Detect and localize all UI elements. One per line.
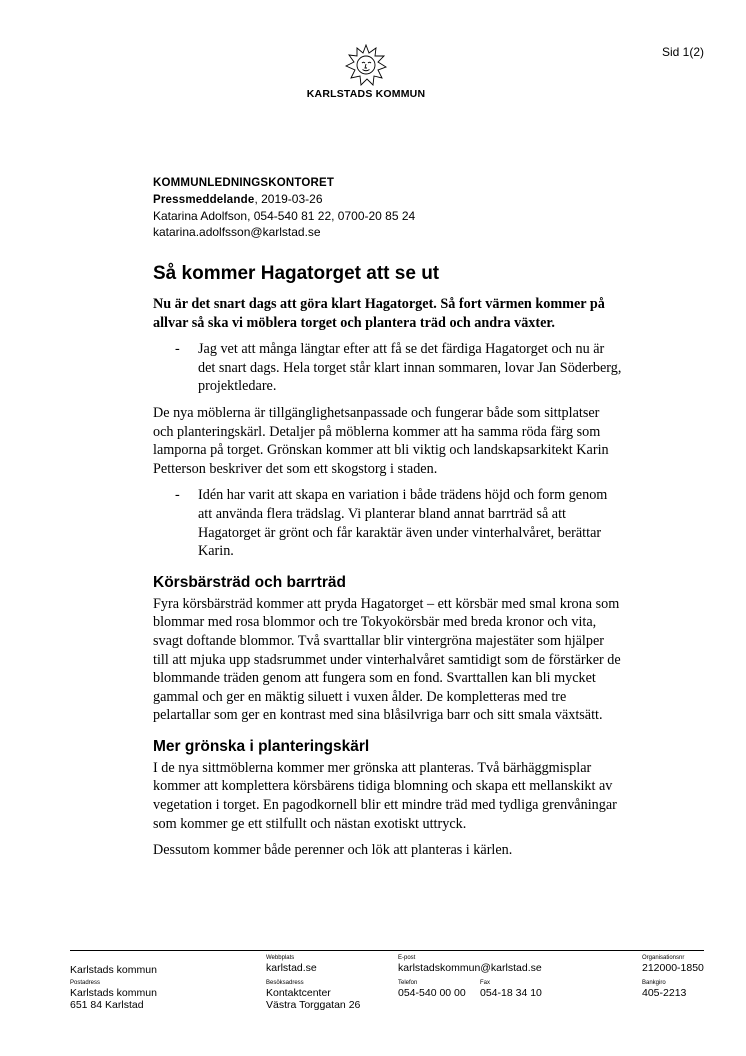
document-body	[153, 175, 623, 868]
lead-paragraph: Nu är det snart dags att göra klart Hagatorget. Så fort värmen kommer på allvar så ska vi möblera torget och plantera träd och andra växter.	[153, 296, 605, 331]
footer-phone[interactable]: 054-540 00 00	[398, 987, 466, 999]
footer-name: Karlstads kommun	[70, 964, 157, 976]
section-text-planters-2: Dessutom kommer både perenner och lök att planteras i kärlen.	[153, 842, 513, 859]
quote-1	[153, 340, 623, 396]
footer-email-link[interactable]: karlstadskommun@karlstad.se	[398, 962, 542, 974]
logo-text: KARLSTADS KOMMUN	[306, 88, 426, 100]
contact-email: katarina.adolfsson@karlstad.se	[153, 225, 321, 239]
footer-phone-col	[398, 980, 466, 999]
doc-date: , 2019-03-26	[254, 192, 323, 206]
footer-phone-label: Telefon	[398, 980, 418, 986]
footer-bank-col	[642, 980, 686, 999]
footer-post-2: 651 84 Karlstad	[70, 999, 144, 1011]
quote-1-text: Jag vet att många längtar efter att få se det färdiga Hagatorget och nu är det snart dags. Hela torget står klart innan sommaren, lovar Jan Söderberg, projektledare.	[198, 341, 622, 395]
footer-org: 212000-1850	[642, 962, 704, 974]
section-text-planters: I de nya sittmöblerna kommer mer grönska att planteras. Två bärhäggmisplar kommer att komplettera körsbärens tidiga blomning och skapa ett mellanskikt av vegetation i torget. En pagodkornell blir ett mindre träd med tydliga grenvåningar som kommer ge ett stilfullt och nästan exotiskt uttryck.	[153, 759, 617, 832]
footer-web-link[interactable]: karlstad.se	[266, 962, 317, 974]
footer	[70, 950, 704, 1011]
footer-visit-col	[266, 980, 360, 1011]
department: KOMMUNLEDNINGSKONTORET	[153, 177, 335, 189]
footer-web-label: Webbplats	[266, 955, 295, 961]
page-number: Sid 1(2)	[661, 45, 704, 59]
contact-line: Katarina Adolfson, 054-540 81 22, 0700-20 85 24	[153, 209, 416, 223]
footer-visit-1: Kontaktcenter	[266, 987, 331, 999]
quote-2	[153, 486, 623, 560]
footer-post-1: Karlstads kommun	[70, 987, 157, 999]
page-title: Så kommer Hagatorget att se ut	[153, 263, 440, 284]
footer-org-col	[642, 955, 704, 974]
footer-post-label: Postadress	[70, 980, 101, 986]
footer-web-col	[266, 955, 317, 974]
footer-name-col	[70, 964, 157, 976]
logo	[300, 44, 432, 100]
footer-post-col	[70, 980, 157, 1011]
dash-marker: -	[175, 487, 180, 504]
section-text-trees: Fyra körsbärsträd kommer att pryda Hagatorget – ett körsbär med smal krona som blommar med rosa blommor och tre Tokyokörsbär med breda kronor och vita, svagt doftande blommor. Två svarttallar blir vintergröna majestäter som hjälper till att mjuka upp stadsrummet under vinterhalvåret samtidigt som de förstärker de blommande träden genom att fungera som en fond. Svarttallen kan bli mycket gammal och ger en mäktig siluett i vuxen ålder. De kompletteras med tre pelartallar som ger en kontrast med sina blåsilvriga barr och sitt smala växtsätt.	[153, 595, 621, 724]
footer-fax-col	[480, 980, 542, 999]
footer-visit-label: Besöksadress	[266, 980, 304, 986]
footer-email-col	[398, 955, 542, 974]
footer-email-label: E-post	[398, 955, 416, 961]
section-heading-planters: Mer grönska i planteringskärl	[153, 737, 370, 755]
footer-org-label: Organisationsnr	[642, 955, 685, 961]
quote-2-text: Idén har varit att skapa en variation i både trädens höjd och form genom att använda flera trädslag. Vi planterar bland annat barrträd så att Hagatorget är grönt och får karaktär även under vinterhalvåret, berättar Karin.	[198, 487, 608, 560]
paragraph-1: De nya möblerna är tillgänglighetsanpassade och fungerar både som sittplatser och planteringskärl. Detaljer på möblerna kommer att ha samma röda färg som lamporna på torget. Grönskan kommer att bli viktig och landskapsarkitekt Karin Petterson beskriver det som ett skogstorg i staden.	[153, 404, 609, 477]
doc-type: Pressmeddelande	[153, 194, 255, 206]
footer-fax-label: Fax	[480, 980, 491, 986]
section-heading-trees: Körsbärsträd och barrträd	[153, 573, 346, 591]
footer-bank-label: Bankgiro	[642, 980, 666, 986]
dash-marker: -	[175, 341, 180, 358]
sun-face-icon	[345, 44, 387, 86]
footer-visit-2: Västra Torggatan 26	[266, 999, 361, 1011]
footer-bank: 405-2213	[642, 987, 687, 999]
footer-fax: 054-18 34 10	[480, 987, 542, 999]
press-meta	[153, 191, 623, 208]
